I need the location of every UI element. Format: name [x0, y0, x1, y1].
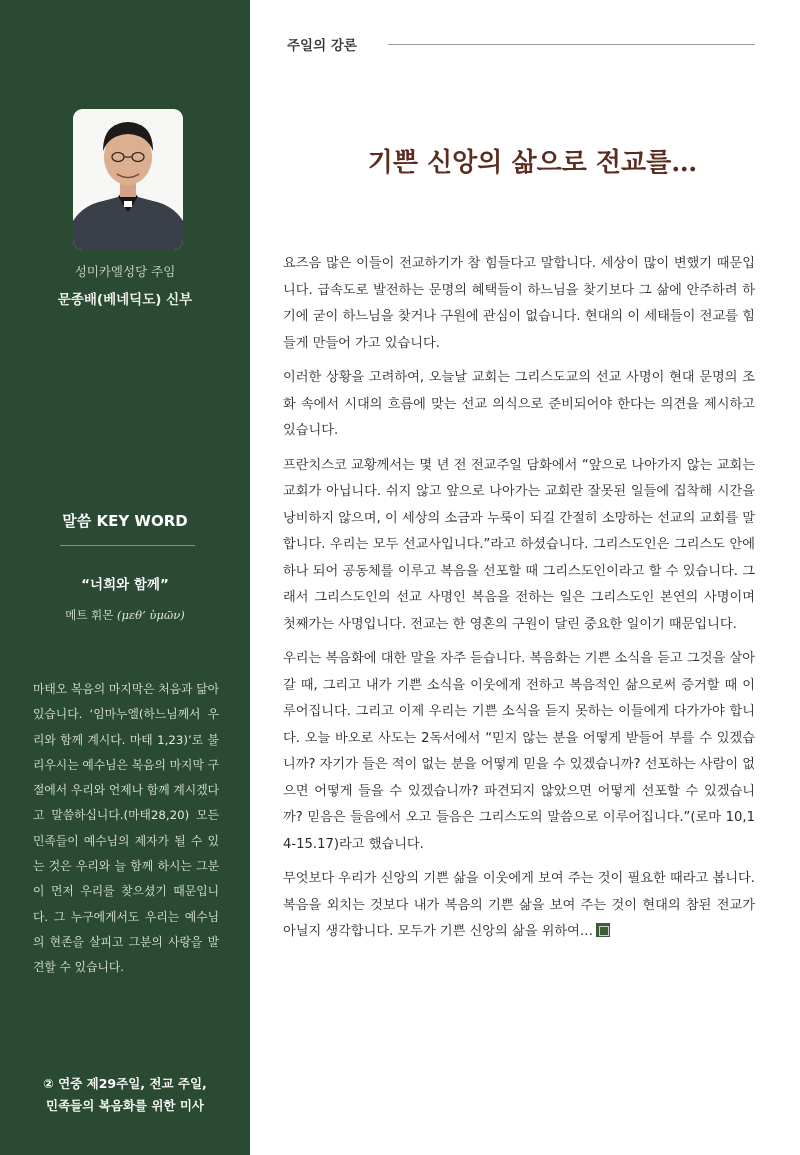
section-divider — [388, 44, 755, 45]
portrait-image — [73, 109, 183, 250]
article-title: 기쁜 신앙의 삶으로 전교를… — [367, 148, 698, 178]
article-paragraph-text: 무엇보다 우리가 신앙의 기쁜 삶을 이웃에게 보여 주는 것이 필요한 때라고 봅니다. 복음을 외치는 것보다 내가 복음의 기쁜 삶을 보여 주는 것이 현대의 참된 전교가 아닐지 생각합니다. 모두가 기쁜 신앙의 삶을 위하여… — [283, 871, 755, 939]
occasion-line-1: ② 연중 제29주일, 전교 주일, — [43, 1076, 207, 1091]
end-mark-icon — [596, 923, 610, 937]
article-paragraph-last — [283, 866, 755, 946]
keyword-phrase: “너희와 함께” — [81, 577, 169, 593]
keyword-reflection: 마태오 복음의 마지막은 처음과 닮아 있습니다. ‘임마누엘(하느님께서 우리와 함께 계시다. 마태 1,23)’로 불리우시는 예수님은 복음의 마지막 구절에서 우리와 언제나 함께 계시겠다고 말씀하십니다.(마태28,20) 모든 민족들이 예수님의 제자가 될 수 있는 것은 우리와 늘 함께 하시는 그분이 먼저 우리를 찾으셨기 때문입니다. 그 누구에게서도 우리는 예수님의 현존을 살피고 그분의 사랑을 발견할 수 있습니다. — [33, 682, 219, 975]
article-body — [283, 251, 755, 954]
occasion-line-2: 민족들의 복음화를 위한 미사 — [46, 1098, 204, 1113]
article-paragraph: 프란치스코 교황께서는 몇 년 전 전교주일 담화에서 “앞으로 나아가지 않는 교회는 교회가 아닙니다. 쉬지 않고 앞으로 나아가는 교회란 잘못된 일들에 집착해 시간을 낭비하지 않으며, 이 세상의 소금과 누룩이 되길 간절히 소망하는 선교의 교회를 말합니다. 우리는 모두 선교사입니다.”라고 하셨습니다. 그리스도인은 그리스도 안에 하나 되어 공동체를 이루고 복음을 선포할 때 그리스도인이라고 할 수 있습니다. 그래서 그리스도인의 선교 사명인 복음을 전하는 일은 그리스도인 본연의 사명이며 첫째가는 사명입니다. 전교는 한 영혼의 구원이 달린 중요한 일이기 때문입니다. — [283, 457, 755, 632]
keyword-translit-korean: 메트 휘몬 — [65, 608, 114, 622]
sidebar — [0, 0, 250, 1155]
author-portrait — [73, 109, 183, 250]
author-role: 성미카엘성당 주임 — [74, 264, 176, 279]
liturgical-occasion — [0, 1073, 250, 1117]
article-paragraph: 우리는 복음화에 대한 말을 자주 듣습니다. 복음화는 기쁜 소식을 듣고 그것을 살아갈 때, 그리고 내가 기쁜 소식을 이웃에게 전하고 복음적인 삶으로써 증거할 때 이루어집니다. 그리고 이제 우리는 기쁜 소식을 듣지 못하는 이들에게 다가가야 합니다. 오늘 바오로 사도는 2독서에서 “믿지 않는 분을 어떻게 받들어 부를 수 있겠습니까? 자기가 들은 적이 없는 분을 어떻게 믿을 수 있겠습니까? 선포하는 사람이 없으면 어떻게 들을 수 있겠습니까? 파견되지 않았으면 어떻게 선포할 수 있겠습니까? 믿음은 들음에서 오고 들음은 그리스도의 말씀으로 이루어집니다.”(로마 10,14-15.17)라고 했습니다. — [283, 651, 755, 852]
section-label: 주일의 강론 — [287, 38, 357, 54]
article-paragraph: 이러한 상황을 고려하여, 오늘날 교회는 그리스도교의 선교 사명이 현대 문명의 조화 속에서 시대의 흐름에 맞는 선교 의식으로 준비되어야 한다는 의견을 제시하고 있습니다. — [283, 370, 755, 438]
keyword-heading: 말씀 KEY WORD — [62, 512, 188, 530]
keyword-divider — [60, 545, 195, 546]
keyword-greek: (μεθ’ ὑμῶν) — [117, 608, 185, 622]
article-paragraph: 요즈음 많은 이들이 전교하기가 참 힘들다고 말합니다. 세상이 많이 변했기 때문입니다. 급속도로 발전하는 문명의 혜택들이 하느님을 찾기보다 그 삶에 안주하려 하기에 굳이 하느님을 찾거나 구원에 관심이 없습니다. 현대의 이 세태들이 전교를 힘들게 만들어 가고 있습니다. — [283, 256, 755, 351]
author-name: 문종배(베네딕도) 신부 — [57, 292, 193, 308]
keyword-transliteration — [0, 607, 250, 623]
